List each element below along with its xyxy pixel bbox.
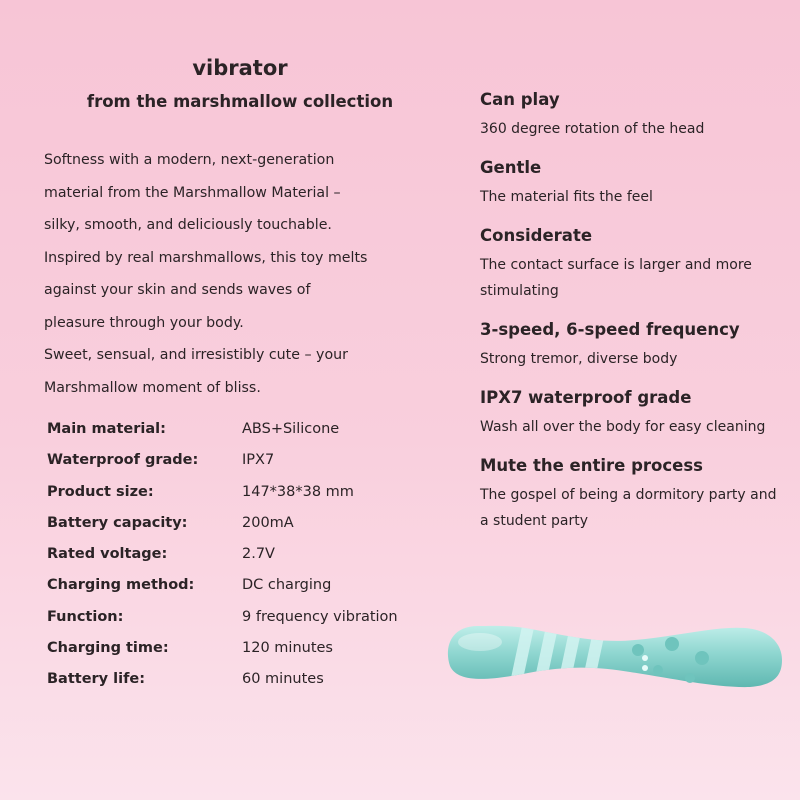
spec-label: Charging time: — [47, 640, 169, 657]
feature-title: Gentle — [480, 158, 542, 177]
toy-dot — [685, 673, 695, 683]
intro-line: material from the Marshmallow Material – — [44, 184, 341, 201]
intro-text — [44, 144, 444, 404]
intro-line: Inspired by real marshmallows, this toy melts — [44, 249, 368, 266]
feature-description: The gospel of being a dormitory party and a student party — [480, 487, 777, 529]
feature-description: The material fits the feel — [480, 189, 653, 205]
toy-button — [642, 665, 648, 671]
spec-label: Function: — [47, 608, 124, 625]
intro-line: silky, smooth, and deliciously touchable. — [44, 217, 332, 233]
feature-item — [480, 88, 780, 142]
spec-label: Waterproof grade: — [47, 452, 199, 469]
spec-value: IPX7 — [242, 452, 275, 469]
intro-line: against your skin and sends waves of — [44, 282, 311, 298]
feature-description: Wash all over the body for easy cleaning — [480, 419, 766, 435]
toy-dot — [632, 644, 644, 656]
feature-item — [480, 156, 780, 210]
toy-body — [448, 626, 782, 687]
spec-value: 147*38*38 mm — [242, 483, 354, 500]
feature-item — [480, 224, 780, 304]
spec-label: Battery life: — [47, 671, 146, 688]
feature-description: 360 degree rotation of the head — [480, 121, 705, 137]
spec-value: 60 minutes — [242, 671, 324, 688]
toy-dot — [653, 665, 663, 675]
feature-title: Considerate — [480, 226, 593, 245]
toy-dot — [695, 651, 709, 665]
product-image — [440, 590, 785, 715]
feature-item — [480, 318, 780, 372]
spec-value: ABS+Silicone — [242, 421, 340, 437]
spec-value: 120 minutes — [242, 640, 333, 657]
toy-highlight — [458, 633, 502, 651]
feature-description: The contact surface is larger and more stimulating — [480, 257, 752, 299]
feature-title: 3-speed, 6-speed frequency — [480, 320, 740, 339]
spec-label: Rated voltage: — [47, 546, 168, 563]
feature-title: Mute the entire process — [480, 456, 704, 475]
toy-button — [642, 655, 648, 661]
spec-value: 9 frequency vibration — [242, 608, 398, 625]
intro-line: Marshmallow moment of bliss. — [44, 379, 261, 396]
spec-value: 200mA — [242, 514, 294, 531]
product-subtitle: from the marshmallow collection — [86, 92, 394, 111]
spec-label: Main material: — [47, 421, 166, 437]
spec-value: 2.7V — [242, 546, 275, 563]
intro-line: Sweet, sensual, and irresistibly cute – your — [44, 347, 348, 363]
feature-title: IPX7 waterproof grade — [480, 388, 692, 407]
feature-title: Can play — [480, 90, 560, 109]
spec-label: Battery capacity: — [47, 514, 188, 531]
spec-label: Product size: — [47, 483, 154, 500]
spec-value: DC charging — [242, 577, 332, 594]
toy-dot — [665, 637, 679, 651]
feature-description: Strong tremor, diverse body — [480, 351, 678, 367]
feature-list — [480, 88, 780, 548]
intro-line: Softness with a modern, next-generation — [44, 152, 335, 168]
feature-item — [480, 386, 780, 440]
intro-line: pleasure through your body. — [44, 314, 244, 331]
spec-label: Charging method: — [47, 577, 195, 594]
feature-item — [480, 454, 780, 534]
product-title: vibrator — [192, 56, 288, 80]
